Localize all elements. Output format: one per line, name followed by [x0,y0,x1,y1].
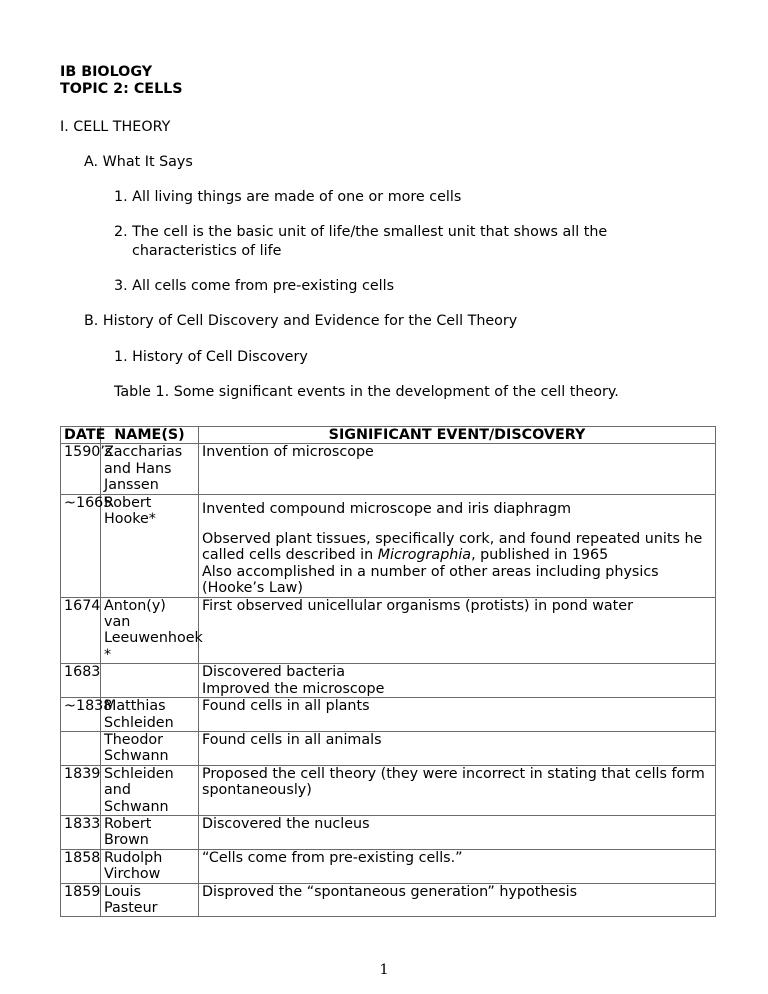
cell-name [101,664,199,698]
cell-date: 1683 [61,664,101,698]
cell-name: Theodor Schwann [101,731,199,765]
cell-event: First observed unicellular organisms (protists) in pond water [199,597,716,664]
cell-date: 1858 [61,849,101,883]
table-row [61,765,716,815]
event-line: Also accomplished in a number of other areas including physics (Hooke’s Law) [202,563,659,597]
list-item: 3. All cells come from pre-existing cells [114,278,395,294]
cell-event: Invention of microscope [199,444,716,494]
cell-name: Matthias Schleiden [101,698,199,732]
subsection-heading: B. History of Cell Discovery and Evidence for the Cell Theory [84,313,518,329]
cell-event: “Cells come from pre-existing cells.” [199,849,716,883]
cell-name: Schleiden and Schwann [101,765,199,815]
cell-date [61,731,101,765]
table-row [61,597,716,664]
section-heading: I. CELL THEORY [60,119,171,135]
cell-name: Rudolph Virchow [101,849,199,883]
cell-date: ~1838 [61,698,101,732]
list-item: 1. All living things are made of one or more cells [114,189,462,205]
cell-event [199,664,716,698]
page-number: 1 [379,962,389,978]
sub-heading: 1. History of Cell Discovery [114,349,308,365]
cell-name: Louis Pasteur [101,883,199,917]
table-header-row [61,427,716,444]
cell-event: Found cells in all animals [199,731,716,765]
cell-name: Robert Hooke* [101,494,199,597]
book-title: Micrographia [377,547,472,564]
cell-date: 1833 [61,815,101,849]
events-table [60,426,716,917]
table-row [61,849,716,883]
col-header-event: SIGNIFICANT EVENT/DISCOVERY [199,427,716,444]
event-line: Observed plant tissues, specifically cork, and found repeated units he called cells described in Micrographia, published in 1965 [202,531,703,564]
cell-event: Disproved the “spontaneous generation” hypothesis [199,883,716,917]
cell-date: 1839 [61,765,101,815]
table-row [61,444,716,494]
cell-event: Proposed the cell theory (they were incorrect in stating that cells form spontaneously) [199,765,716,815]
list-item-continuation: characteristics of life [132,243,282,259]
list-item: 2. The cell is the basic unit of life/the smallest unit that shows all the [114,224,608,240]
table-row [61,883,716,917]
subsection-heading: A. What It Says [84,154,193,170]
event-line: Invented compound microscope and iris diaphragm [202,500,572,517]
cell-name: Anton(y) van Leeuwenhoek * [101,597,199,664]
table-row [61,494,716,597]
cell-date: 1674 [61,597,101,664]
cell-name: Robert Brown [101,815,199,849]
cell-date: 1590’s [61,444,101,494]
doc-subtitle: TOPIC 2: CELLS [60,81,183,97]
col-header-date: DATE [61,427,101,444]
event-line: Improved the microscope [202,680,385,697]
cell-name: Zaccharias and Hans Janssen [101,444,199,494]
cell-date: ~1665 [61,494,101,597]
cell-event: Found cells in all plants [199,698,716,732]
col-header-name: NAME(S) [101,427,199,444]
doc-title: IB BIOLOGY [60,64,153,80]
table-row [61,664,716,698]
event-line: Discovered bacteria [202,664,345,681]
table-row [61,731,716,765]
table-row [61,698,716,732]
cell-date: 1859 [61,883,101,917]
cell-event: Discovered the nucleus [199,815,716,849]
table-caption: Table 1. Some significant events in the development of the cell theory. [114,384,619,400]
table-row [61,815,716,849]
cell-event [199,494,716,597]
